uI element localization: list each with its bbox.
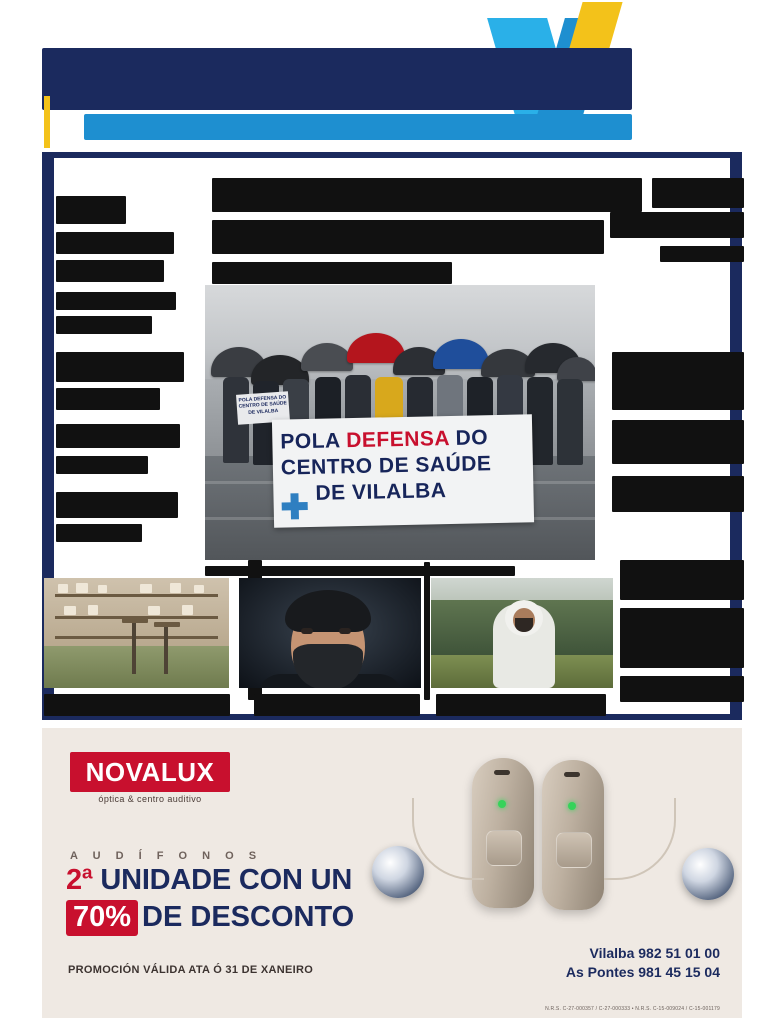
hearing-aid-device bbox=[542, 760, 604, 910]
left-teaser-block bbox=[56, 292, 176, 310]
shelf-item bbox=[170, 583, 181, 593]
left-teaser-block bbox=[56, 232, 174, 254]
left-teaser-block bbox=[56, 352, 184, 382]
man-in-white-suit-photo bbox=[431, 578, 613, 688]
subhead-block bbox=[212, 262, 452, 284]
novalux-logo-subtitle: óptica & centro auditivo bbox=[98, 794, 202, 804]
ear-dome bbox=[372, 846, 424, 898]
display-pole bbox=[164, 622, 168, 674]
ad-headline-line-1 bbox=[66, 864, 352, 897]
ad-discount-badge: 70% bbox=[66, 900, 138, 936]
ad-contact-line-1: Vilalba 982 51 01 00 bbox=[589, 945, 720, 961]
banner-line1-pre: POLA bbox=[280, 429, 347, 454]
left-teaser-block bbox=[56, 524, 142, 542]
shelf-item bbox=[76, 583, 88, 593]
beard bbox=[515, 618, 533, 632]
shop-interior-photo bbox=[44, 578, 229, 688]
left-teaser-block bbox=[56, 492, 178, 518]
banner-line-1 bbox=[280, 426, 524, 452]
shelf-item bbox=[182, 605, 193, 615]
top-right-teaser-block bbox=[610, 212, 744, 238]
top-divider bbox=[42, 152, 742, 158]
device-slot bbox=[494, 770, 510, 775]
column-gutter-block bbox=[424, 562, 430, 700]
bottom-right-block bbox=[620, 560, 744, 600]
ad-kicker: A U D Í F O N O S bbox=[70, 850, 263, 862]
shelf-item bbox=[140, 584, 152, 593]
main-photo bbox=[205, 285, 595, 560]
device-wire bbox=[604, 798, 676, 880]
photo-floor bbox=[44, 646, 229, 688]
ad-headline-rest: DE DESCONTO bbox=[142, 901, 355, 933]
bottom-right-caption-block bbox=[436, 694, 606, 716]
banner-line1-post: DO bbox=[449, 426, 489, 451]
shelf-item bbox=[194, 585, 204, 593]
device-button bbox=[556, 832, 592, 868]
left-teaser-block bbox=[56, 316, 152, 334]
masthead bbox=[42, 40, 742, 155]
advertisement[interactable] bbox=[42, 728, 742, 1018]
banner-line1-accent: DEFENSA bbox=[346, 427, 450, 453]
ad-headline-ordinal: 2ª bbox=[66, 864, 101, 896]
shelf-item bbox=[148, 606, 160, 615]
novalux-logo: NOVALUX bbox=[70, 752, 230, 792]
shelf-item bbox=[64, 606, 76, 615]
ad-contact bbox=[566, 944, 720, 982]
protest-banner bbox=[272, 414, 534, 527]
left-teaser-block bbox=[56, 456, 148, 474]
headline-block bbox=[212, 178, 642, 212]
shelf-item bbox=[98, 585, 107, 593]
ad-legal-text: N.R.S. C-27-000357 / C-27-000333 • N.R.S. C-15-009024 / C-15-001179 bbox=[545, 1006, 720, 1012]
left-teaser-block bbox=[56, 388, 160, 410]
shelf-item bbox=[88, 605, 98, 615]
banner-line-3: DE VILALBA bbox=[315, 479, 447, 505]
bottom-right-block bbox=[620, 676, 744, 702]
right-teaser-block bbox=[612, 476, 744, 512]
display-pole bbox=[132, 618, 136, 674]
device-button bbox=[486, 830, 522, 866]
display-arm bbox=[154, 622, 180, 627]
portrait-man-photo bbox=[239, 578, 421, 688]
ad-contact-line-2: As Pontes 981 45 15 04 bbox=[565, 963, 720, 980]
eye bbox=[339, 628, 351, 634]
bottom-left-caption-block bbox=[44, 694, 230, 716]
left-teaser-block bbox=[56, 196, 126, 224]
ear-dome bbox=[682, 848, 734, 900]
right-teaser-block bbox=[612, 420, 744, 464]
ad-promo-terms: PROMOCIÓN VÁLIDA ATA Ó 31 DE XANEIRO bbox=[68, 964, 314, 976]
mini-banner: POLA DEFENSA DO CENTRO DE SAÚDE DE VILALBA bbox=[236, 391, 290, 425]
device-led-indicator bbox=[498, 800, 506, 808]
ad-headline-main: UNIDADE CON UN bbox=[100, 864, 353, 896]
masthead-subtitle-bar bbox=[84, 114, 632, 140]
device-slot bbox=[564, 772, 580, 777]
left-teaser-block bbox=[56, 424, 180, 448]
bottom-right-block bbox=[620, 608, 744, 668]
shelf bbox=[55, 594, 218, 597]
top-right-teaser-block bbox=[652, 178, 744, 208]
device-led-indicator bbox=[568, 802, 576, 810]
logo-arm-accent bbox=[569, 2, 622, 48]
eye bbox=[301, 628, 313, 634]
bottom-mid-caption-block bbox=[254, 694, 420, 716]
left-teaser-block bbox=[56, 260, 164, 282]
headline-block bbox=[212, 220, 604, 254]
right-teaser-block bbox=[612, 352, 744, 410]
top-right-teaser-block bbox=[660, 246, 744, 262]
banner-line-2: CENTRO DE SAÚDE bbox=[280, 452, 492, 480]
crowd-figure bbox=[557, 379, 583, 465]
medical-cross-icon bbox=[281, 493, 308, 520]
masthead-accent-tick bbox=[44, 96, 50, 148]
ad-headline-line-2 bbox=[66, 900, 354, 936]
shelf-item bbox=[58, 584, 68, 593]
shelf bbox=[55, 636, 218, 639]
display-arm bbox=[122, 618, 148, 623]
masthead-wordmark bbox=[42, 48, 632, 110]
